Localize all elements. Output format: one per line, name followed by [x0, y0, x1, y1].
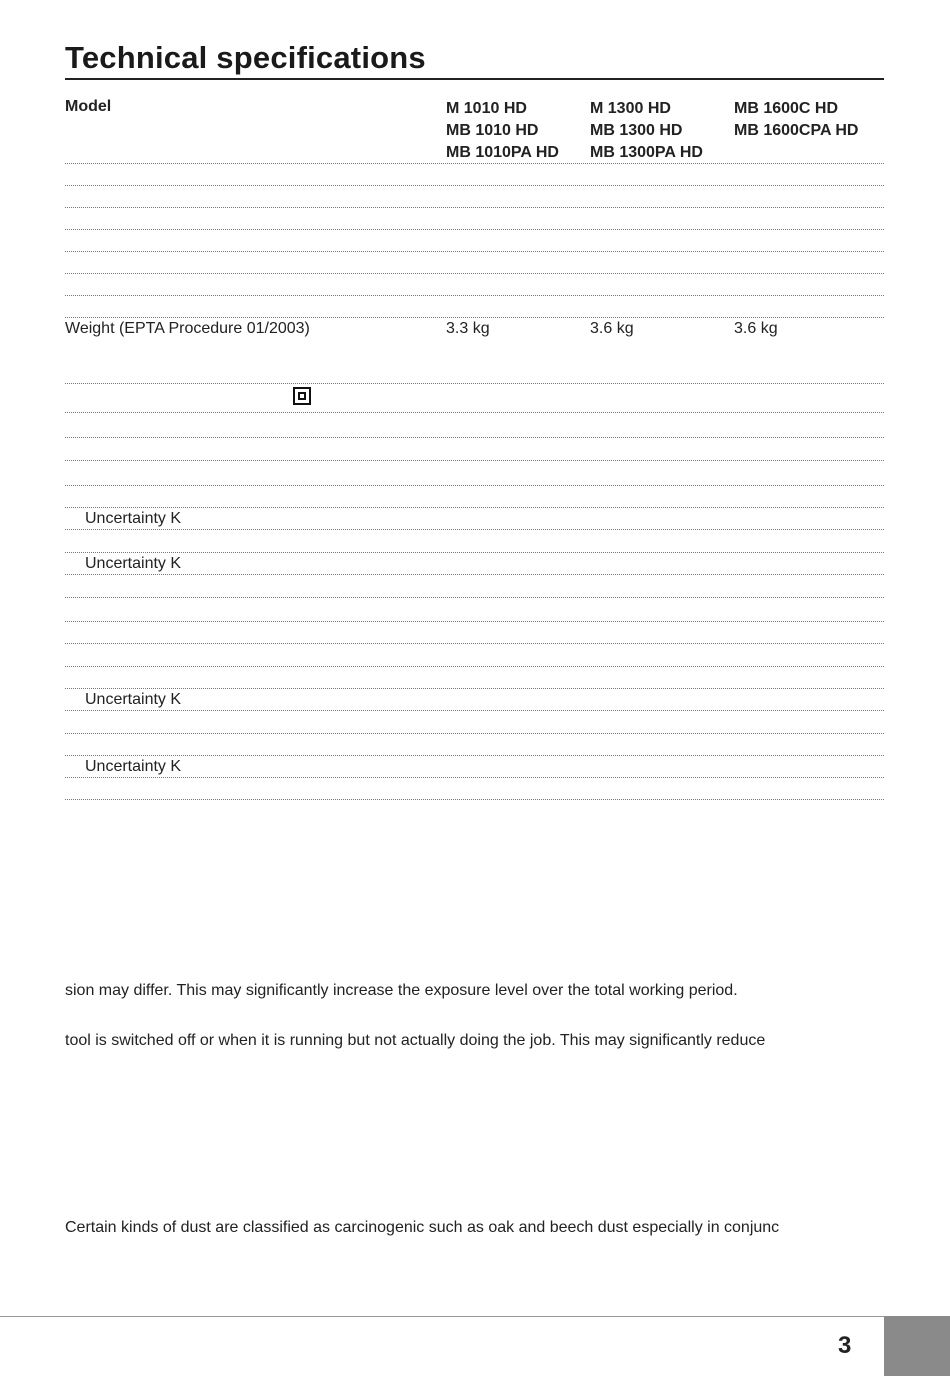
weight-value: 3.6 kg	[734, 320, 778, 337]
row-divider	[65, 529, 884, 530]
paragraph-exposure: sion may differ. This may significantly increase the exposure level over the total working period.	[65, 982, 738, 999]
model-name: MB 1010 HD	[446, 122, 539, 139]
weight-value: 3.3 kg	[446, 320, 490, 337]
row-divider	[65, 317, 884, 318]
row-divider	[65, 383, 884, 384]
page-title: Technical specifications	[65, 40, 426, 75]
row-divider	[65, 688, 884, 689]
row-divider	[65, 621, 884, 622]
row-divider	[65, 412, 884, 413]
model-name: MB 1300 HD	[590, 122, 683, 139]
uncertainty-label: Uncertainty K	[85, 691, 182, 708]
model-name: M 1010 HD	[446, 100, 527, 117]
paragraph-switched-off: tool is switched off or when it is running but not actually doing the job. This may significantly reduce	[65, 1032, 766, 1049]
row-divider	[65, 251, 884, 252]
row-divider	[65, 460, 884, 461]
row-divider	[65, 643, 884, 644]
row-divider	[65, 437, 884, 438]
row-divider	[65, 733, 884, 734]
row-divider	[65, 273, 884, 274]
model-column-2	[590, 98, 703, 164]
row-divider	[65, 777, 884, 778]
model-name: MB 1600C HD	[734, 100, 839, 117]
model-name: M 1300 HD	[590, 100, 671, 117]
row-divider	[65, 207, 884, 208]
row-divider	[65, 485, 884, 486]
row-divider	[65, 185, 884, 186]
row-divider	[65, 666, 884, 667]
model-column-3	[734, 98, 858, 142]
row-divider	[65, 507, 884, 508]
row-divider	[65, 755, 884, 756]
row-divider	[65, 552, 884, 553]
page-tab	[884, 1316, 950, 1376]
model-name: MB 1300PA HD	[590, 144, 703, 161]
row-divider	[65, 574, 884, 575]
row-divider	[65, 710, 884, 711]
model-name: MB 1600CPA HD	[734, 122, 859, 139]
row-divider	[65, 163, 884, 164]
weight-value: 3.6 kg	[590, 320, 634, 337]
row-divider	[65, 597, 884, 598]
title-rule	[65, 78, 884, 80]
row-divider	[65, 799, 884, 800]
row-divider	[65, 229, 884, 230]
paragraph-dust: Certain kinds of dust are classified as carcinogenic such as oak and beech dust especially in conjunc	[65, 1219, 780, 1236]
page-number: 3	[838, 1332, 852, 1359]
uncertainty-label: Uncertainty K	[85, 758, 182, 775]
model-label: Model	[65, 98, 112, 115]
weight-label: Weight (EPTA Procedure 01/2003)	[65, 320, 310, 337]
model-name: MB 1010PA HD	[446, 144, 559, 161]
uncertainty-label: Uncertainty K	[85, 555, 182, 572]
model-column-1	[446, 98, 559, 164]
footer-rule	[0, 1316, 884, 1317]
uncertainty-label: Uncertainty K	[85, 510, 182, 527]
row-divider	[65, 295, 884, 296]
protection-class-ii-icon	[293, 387, 311, 405]
